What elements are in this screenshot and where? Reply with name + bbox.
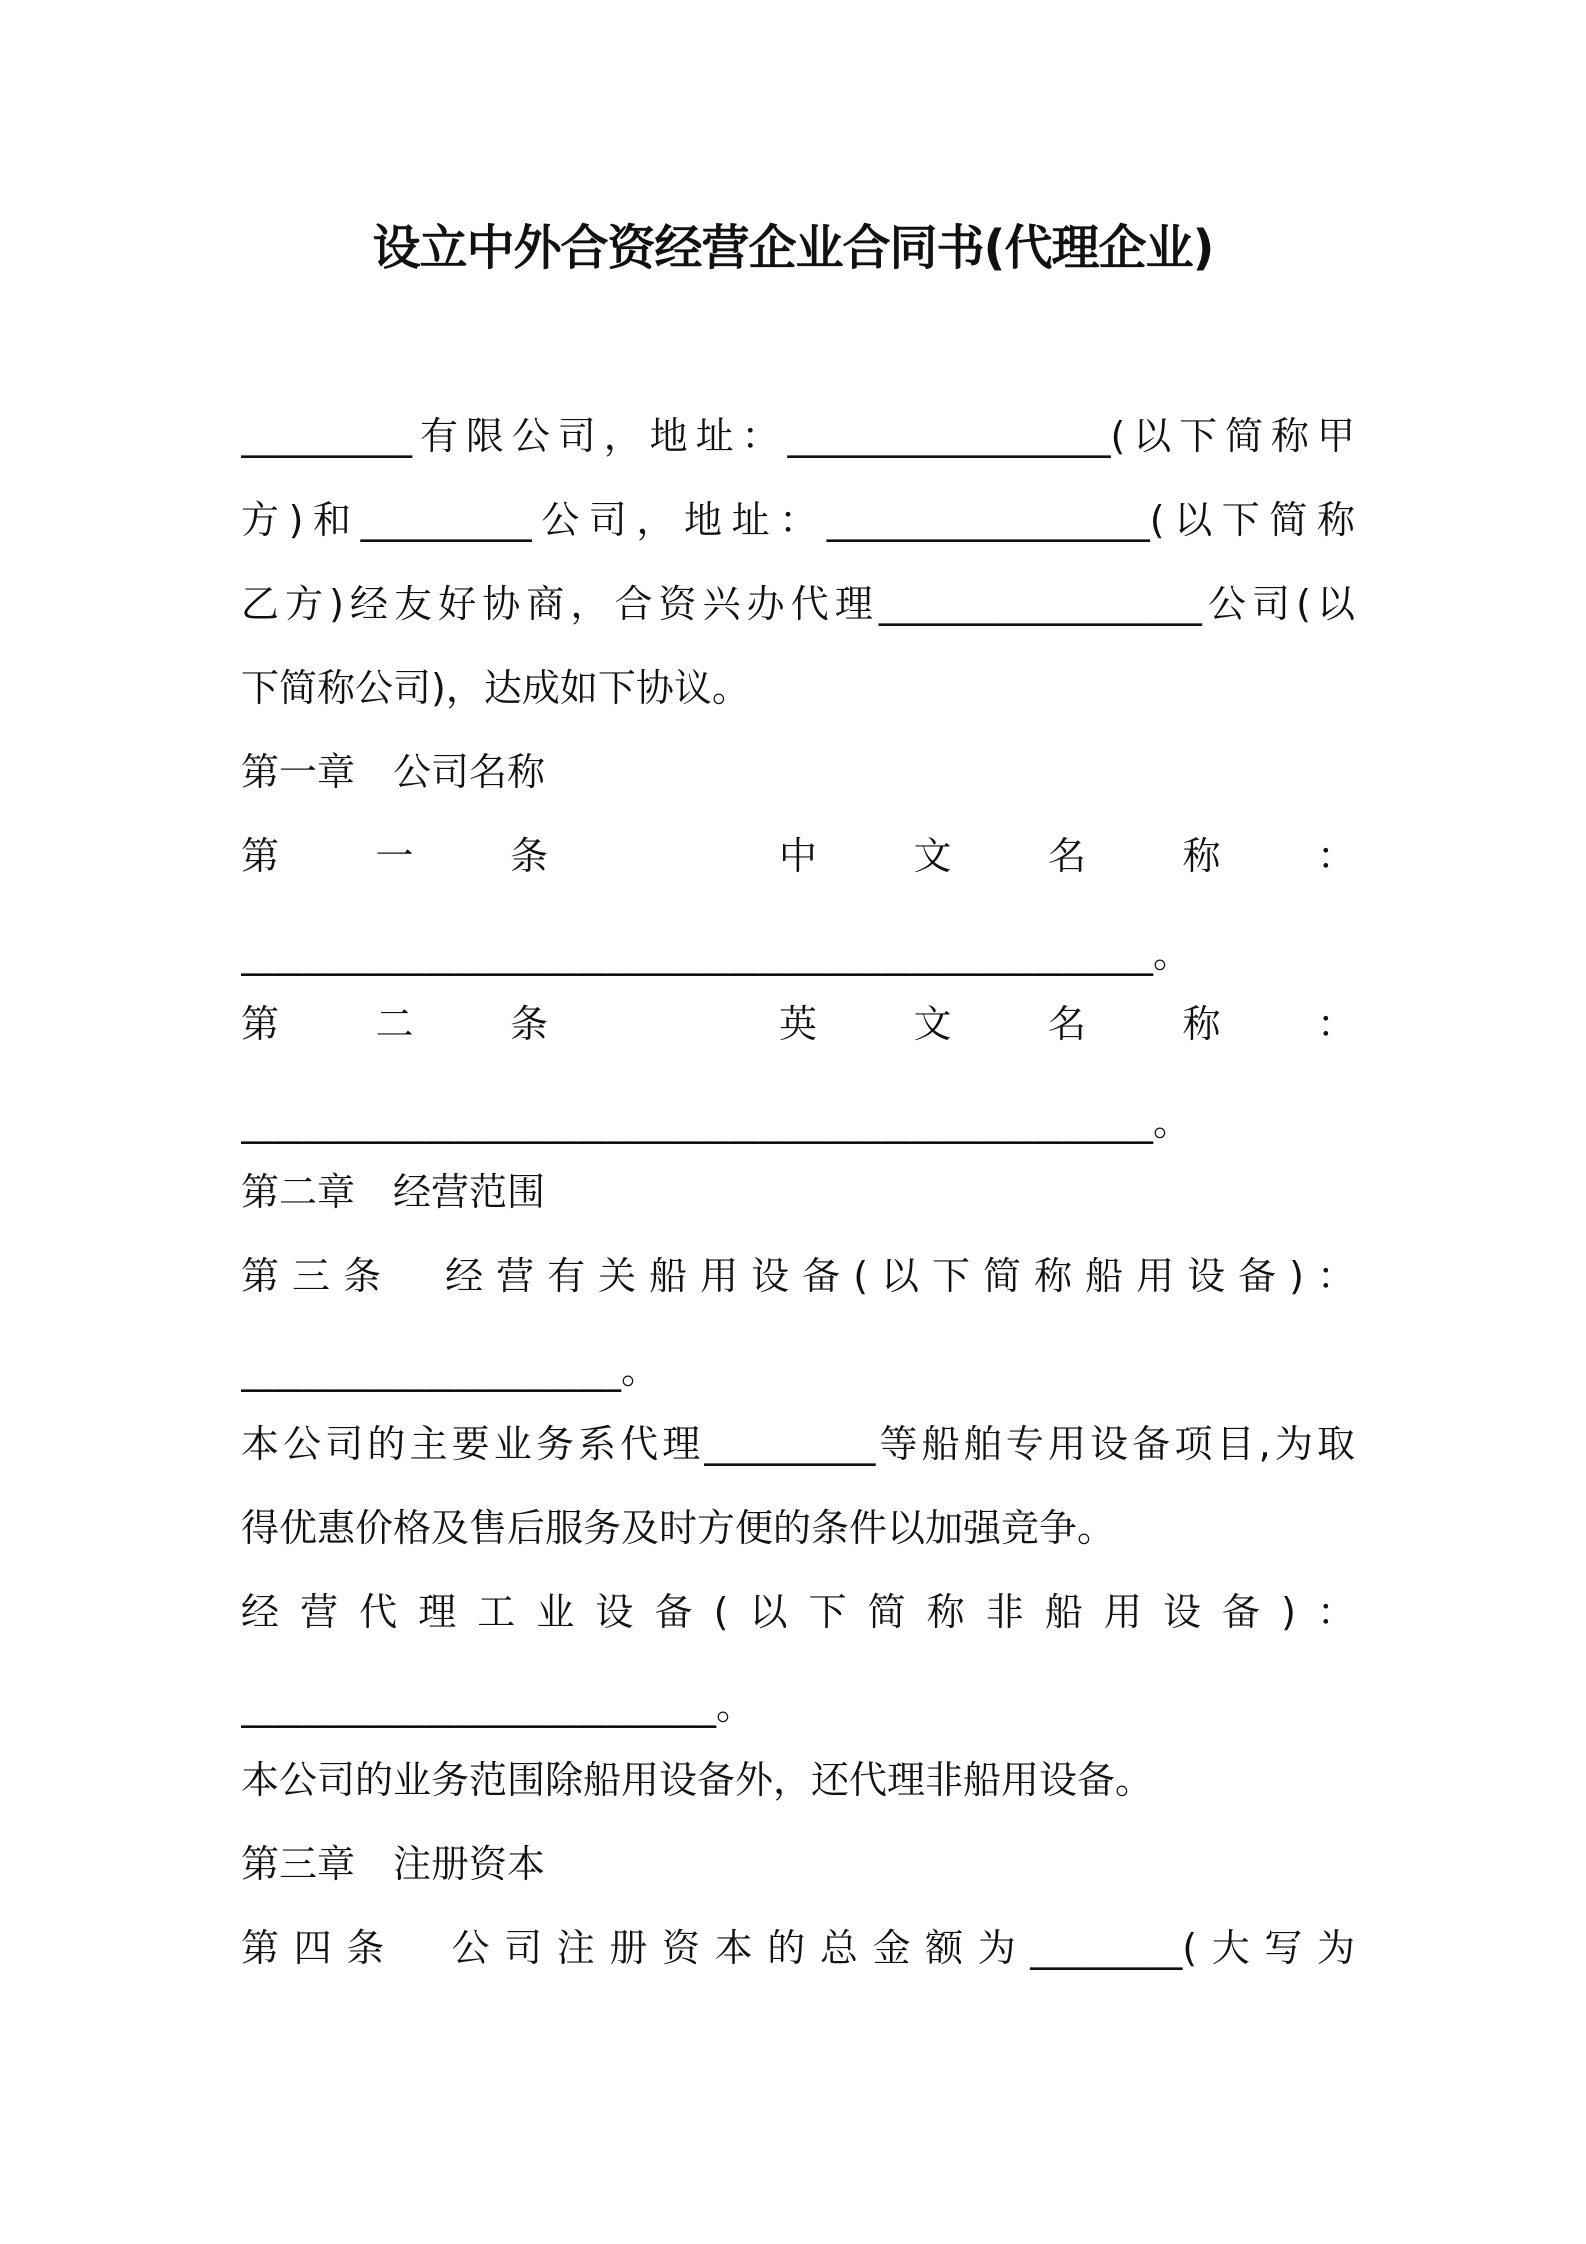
document-title: 设立中外合资经营企业合同书(代理企业) (372, 220, 1214, 276)
article-1-label: 第 一 条 中 文 名 称 ： (241, 834, 1355, 878)
industrial-equipment-blank: _________________________。 (241, 1684, 755, 1728)
main-business-line-1: 本公司的主要业务系代理_________等船舶专用设备项目,为取 (241, 1422, 1355, 1466)
chapter-2-heading: 第二章 经营范围 (241, 1170, 546, 1214)
paragraph-line-4: 下简称公司)，达成如下协议。 (241, 666, 750, 710)
article-2-label: 第 二 条 英 文 名 称 ： (241, 1002, 1355, 1046)
main-business-line-2: 得优惠价格及售后服务及时方便的条件以加强竞争。 (241, 1506, 1116, 1550)
paragraph-line-2: 方)和_________公司，地址：_________________(以下简称 (241, 498, 1355, 542)
article-3-blank: ____________________。 (241, 1348, 660, 1392)
article-3-text: 第三条 经营有关船用设备(以下简称船用设备)： (241, 1254, 1355, 1298)
article-1-blank: ________________________________________________。 (241, 932, 1192, 976)
chapter-3-heading: 第三章 注册资本 (241, 1842, 546, 1886)
paragraph-line-3: 乙方)经友好协商，合资兴办代理_________________公司(以 (241, 582, 1355, 626)
article-4-text: 第四条 公司注册资本的总金额为________(大写为 (241, 1926, 1355, 1970)
paragraph-line-1: _________有限公司，地址：_________________(以下简称甲 (241, 414, 1355, 458)
business-scope-note: 本公司的业务范围除船用设备外，还代理非船用设备。 (241, 1758, 1154, 1802)
chapter-1-heading: 第一章 公司名称 (241, 750, 546, 794)
article-2-blank: ________________________________________________。 (241, 1100, 1192, 1144)
industrial-equipment-text: 经营代理工业设备(以下简称非船用设备)： (241, 1590, 1355, 1634)
